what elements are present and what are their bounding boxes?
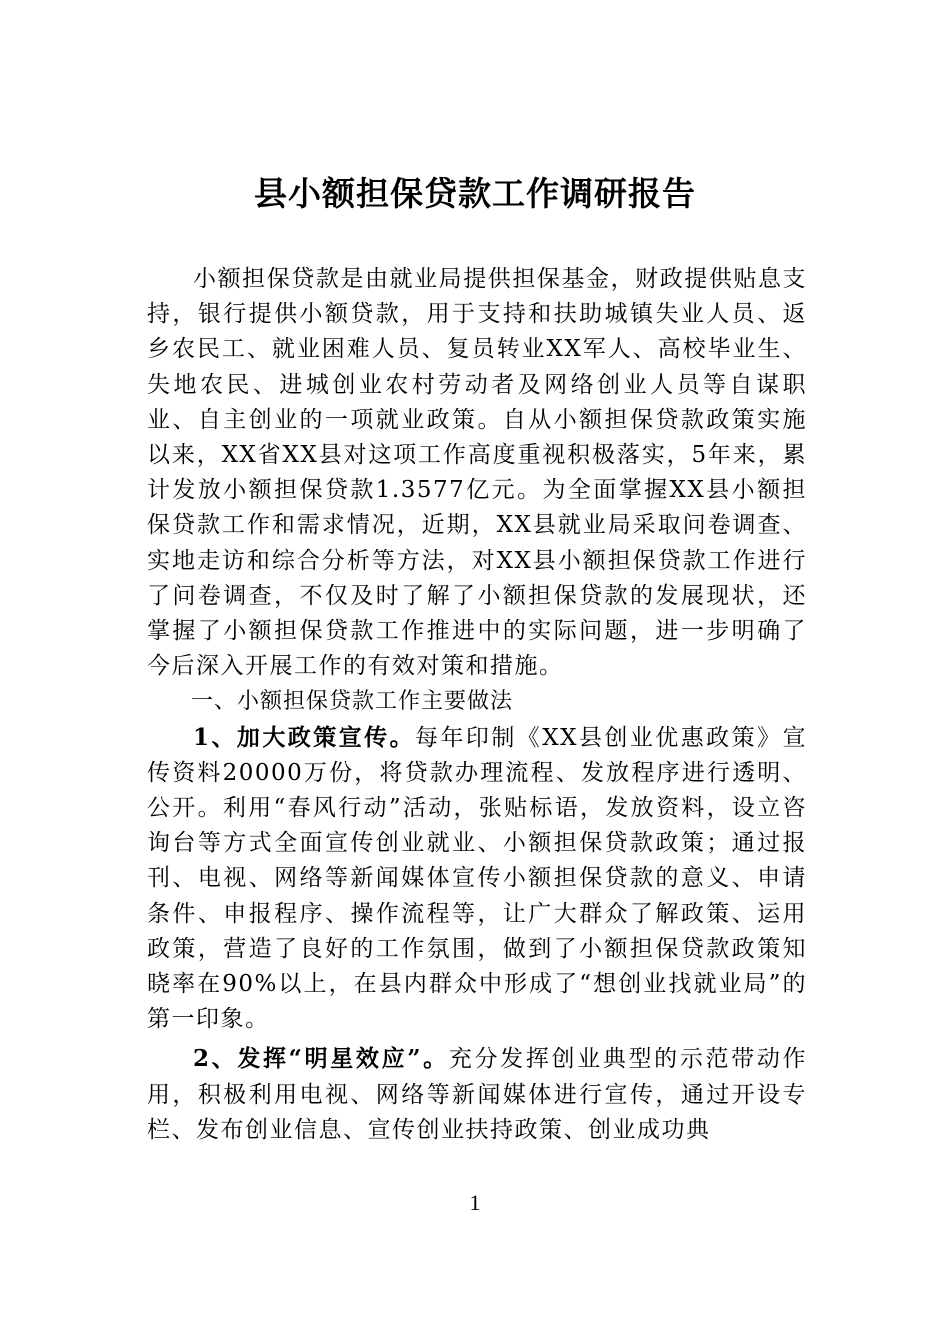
item-2-title: 2、发挥“明星效应”。 [193,1045,449,1073]
item-1-title: 1、加大政策宣传。 [193,723,416,751]
intro-paragraph: 小额担保贷款是由就业局提供担保基金，财政提供贴息支持，银行提供小额贷款，用于支持和扶助城镇失业人员、返乡农民工、就业困难人员、复员转业XX军人、高校毕业生、失地农民、进城创业农村劳动者及网络创业人员等自谋职业、自主创业的一项就业政策。自从小额担保贷款政策实施以来，XX省XX县对这项工作高度重视积极落实，5年来，累计发放小额担保贷款1.3577亿元。为全面掌握XX县小额担保贷款工作和需求情况，近期，XX县就业局采取问卷调查、实地走访和综合分析等方法，对XX县小额担保贷款工作进行了问卷调查，不仅及时了解了小额担保贷款的发展现状，还掌握了小额担保贷款工作推进中的实际问题，进一步明确了今后深入开展工作的有效对策和措施。 [147,266,807,680]
page-number: 1 [469,1190,481,1215]
item-1-text: 每年印制《XX县创业优惠政策》宣传资料20000万份，将贷款办理流程、发放程序进行透明、公开。利用“春风行动”活动，张贴标语，发放资料，设立咨询台等方式全面宣传创业就业、小额担保贷款政策；通过报刊、电视、网络等新闻媒体宣传小额担保贷款的意义、申请条件、申报程序、操作流程等，让广大群众了解政策、运用政策，营造了良好的工作氛围，做到了小额担保贷款政策知晓率在90%以上，在县内群众中形成了“想创业找就业局”的第一印象。 [147,724,807,1033]
section-heading: 一、小额担保贷款工作主要做法 [191,689,514,715]
document-body [147,262,807,1148]
item-2-text: 充分发挥创业典型的示范带动作用，积极利用电视、网络等新闻媒体进行宣传，通过开设专栏、发布创业信息、宣传创业扶持政策、创业成功典 [147,1046,807,1143]
item-2-paragraph [147,1041,807,1148]
item-1-paragraph [147,720,807,1038]
document-title: 县小额担保贷款工作调研报告 [254,174,696,213]
